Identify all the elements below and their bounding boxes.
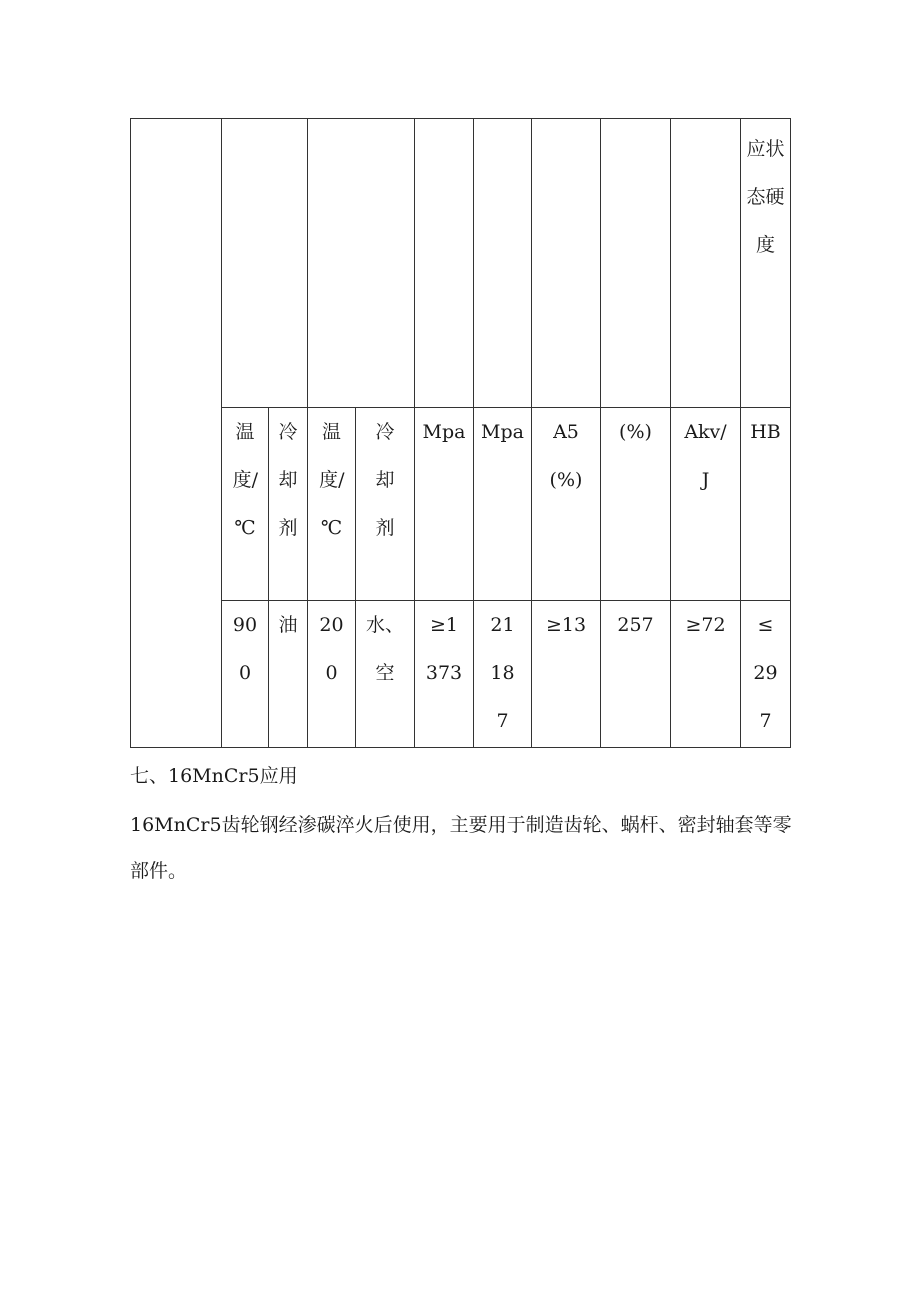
quench-header-cell xyxy=(222,119,308,408)
yield-header-cell xyxy=(474,119,532,408)
quench-temp-value: 900 xyxy=(232,614,258,684)
section-heading: 七、16MnCr5应用 xyxy=(130,765,298,787)
section-paragraph: 16MnCr5齿轮钢经渗碳淬火后使用，主要用于制造齿轮、蜗杆、密封轴套等零部件。 xyxy=(130,814,792,882)
temper-temp-value: 200 xyxy=(319,614,344,684)
elongation-value-cell xyxy=(532,601,601,748)
reduction-header-cell xyxy=(601,119,671,408)
temper-coolant-value: 水、空 xyxy=(365,614,404,684)
hardness-unit: HB xyxy=(750,421,781,443)
properties-table xyxy=(130,118,791,748)
impact-value: ≥72 xyxy=(685,614,726,636)
quench-temp-unit-cell xyxy=(222,408,269,601)
quench-temp-value-cell xyxy=(222,601,269,748)
tensile-unit-cell xyxy=(415,408,474,601)
yield-value: 21187 xyxy=(490,614,515,732)
reduction-unit: (%) xyxy=(619,421,652,443)
temper-temp-value-cell xyxy=(308,601,356,748)
temper-temp-unit-cell xyxy=(308,408,356,601)
impact-unit: Akv/J xyxy=(684,421,727,491)
hardness-value: ≤297 xyxy=(753,614,778,732)
table-row-units xyxy=(131,408,791,601)
reduction-value: 257 xyxy=(617,614,654,636)
reduction-unit-cell xyxy=(601,408,671,601)
hardness-value-cell xyxy=(741,601,791,748)
temper-header-cell xyxy=(308,119,415,408)
elongation-header-cell xyxy=(532,119,601,408)
tensile-header-cell xyxy=(415,119,474,408)
quench-coolant-unit-cell xyxy=(269,408,308,601)
impact-header-cell xyxy=(671,119,741,408)
impact-unit-cell xyxy=(671,408,741,601)
table-row-header xyxy=(131,119,791,408)
hardness-unit-cell xyxy=(741,408,791,601)
temper-coolant-unit: 冷却剂 xyxy=(375,421,395,539)
row-label-cell xyxy=(131,119,222,748)
elongation-unit: A5(%) xyxy=(549,421,583,491)
temper-coolant-value-cell xyxy=(356,601,415,748)
elongation-unit-cell xyxy=(532,408,601,601)
tensile-unit: Mpa xyxy=(422,421,466,443)
quench-coolant-value: 油 xyxy=(278,614,298,636)
temper-temp-unit: 温度/℃ xyxy=(319,421,345,539)
yield-unit: Mpa xyxy=(481,421,524,443)
impact-value-cell xyxy=(671,601,741,748)
quench-coolant-value-cell xyxy=(269,601,308,748)
hardness-header-cell xyxy=(741,119,791,408)
tensile-value-cell xyxy=(415,601,474,748)
yield-unit-cell xyxy=(474,408,532,601)
yield-value-cell xyxy=(474,601,532,748)
hardness-header-label: 应状态硬度 xyxy=(746,138,785,256)
quench-coolant-unit: 冷却剂 xyxy=(278,421,298,539)
reduction-value-cell xyxy=(601,601,671,748)
temper-coolant-unit-cell xyxy=(356,408,415,601)
table-row-values xyxy=(131,601,791,748)
elongation-value: ≥13 xyxy=(545,614,587,636)
quench-temp-unit: 温度/℃ xyxy=(232,421,259,539)
tensile-value: ≥1373 xyxy=(425,614,463,684)
